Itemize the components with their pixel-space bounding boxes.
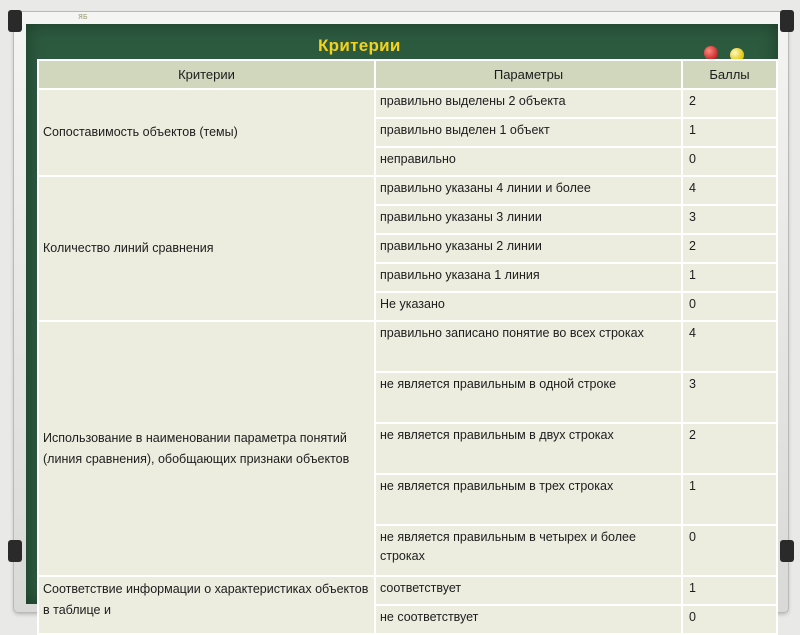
parameter-cell: неправильно <box>375 147 682 176</box>
criterion-cell: Использование в наименовании параметра понятий (линия сравнения), обобщающих признаки объектов <box>38 321 375 576</box>
score-cell: 1 <box>682 474 777 525</box>
parameter-cell: правильно указаны 3 линии <box>375 205 682 234</box>
frame-mark: ЯБ <box>78 13 88 21</box>
table-row <box>38 176 777 205</box>
score-cell: 1 <box>682 263 777 292</box>
parameter-cell: не является правильным в четырех и более строках <box>375 525 682 576</box>
parameter-cell: правильно указана 1 линия <box>375 263 682 292</box>
table-header-row <box>38 60 777 89</box>
score-cell: 4 <box>682 176 777 205</box>
criteria-table <box>37 59 778 635</box>
score-cell: 0 <box>682 605 777 634</box>
criterion-cell: Соответствие информации о характеристиках объектов в таблице и <box>38 576 375 634</box>
header-parameters: Параметры <box>375 60 682 89</box>
header-criteria: Критерии <box>38 60 375 89</box>
parameter-cell: Не указано <box>375 292 682 321</box>
slide-title: Критерии <box>318 36 401 55</box>
score-cell: 1 <box>682 118 777 147</box>
parameter-cell: правильно указаны 4 линии и более <box>375 176 682 205</box>
score-cell: 3 <box>682 205 777 234</box>
frame-corner-bottom-left <box>8 540 22 562</box>
parameter-cell: не является правильным в двух строках <box>375 423 682 474</box>
table-row <box>38 89 777 118</box>
score-cell: 0 <box>682 292 777 321</box>
parameter-cell: соответствует <box>375 576 682 605</box>
parameter-cell: правильно выделены 2 объекта <box>375 89 682 118</box>
score-cell: 3 <box>682 372 777 423</box>
parameter-cell: не соответствует <box>375 605 682 634</box>
red-magnet-icon <box>704 46 718 60</box>
score-cell: 0 <box>682 147 777 176</box>
score-cell: 0 <box>682 525 777 576</box>
parameter-cell: правильно записано понятие во всех строках <box>375 321 682 372</box>
frame-corner-bottom-right <box>780 540 794 562</box>
frame-corner-top-left <box>8 10 22 32</box>
score-cell: 2 <box>682 89 777 118</box>
criterion-cell: Количество линий сравнения <box>38 176 375 321</box>
header-score: Баллы <box>682 60 777 89</box>
frame-corner-top-right <box>780 10 794 32</box>
parameter-cell: правильно выделен 1 объект <box>375 118 682 147</box>
parameter-cell: правильно указаны 2 линии <box>375 234 682 263</box>
table-row <box>38 576 777 605</box>
criterion-cell: Сопоставимость объектов (темы) <box>38 89 375 176</box>
table-row <box>38 321 777 372</box>
score-cell: 2 <box>682 234 777 263</box>
parameter-cell: не является правильным в одной строке <box>375 372 682 423</box>
score-cell: 1 <box>682 576 777 605</box>
score-cell: 4 <box>682 321 777 372</box>
score-cell: 2 <box>682 423 777 474</box>
parameter-cell: не является правильным в трех строках <box>375 474 682 525</box>
